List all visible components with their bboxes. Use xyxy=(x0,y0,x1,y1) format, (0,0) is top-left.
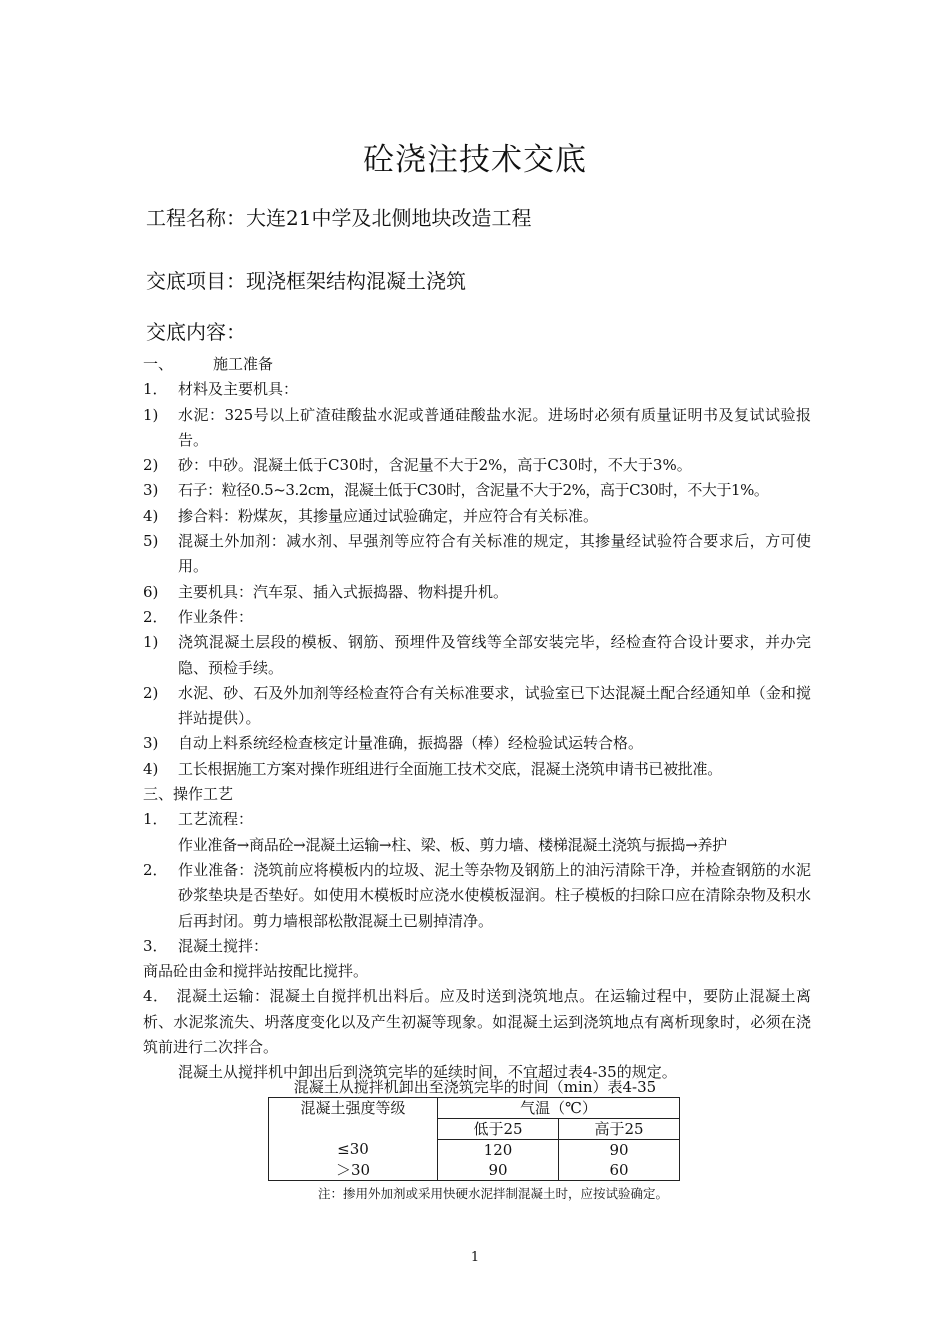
table-row xyxy=(269,1140,680,1161)
content-label: 交底内容： xyxy=(146,320,246,344)
table-cell: 90 xyxy=(438,1160,559,1181)
list-item: 5) 混凝土外加剂：减水剂、早强剂等应符合有关标准的规定，其掺量经试验符合要求后，方可使用。 xyxy=(143,532,811,576)
section-1-heading: 一、 施工准备 xyxy=(143,355,274,373)
table-cell: 90 xyxy=(559,1140,680,1161)
body-text xyxy=(143,352,811,1086)
table-cell: 60 xyxy=(559,1160,680,1181)
list-item: 2) 砂：中砂。混凝土低于C30时，含泥量不大于2%，高于C30时，不大于3%。 xyxy=(143,456,692,475)
subsection-3-1: 1． 工艺流程： xyxy=(143,810,254,829)
paragraph: 混凝土从搅拌机中卸出后到浇筑完毕的延续时间，不宜超过表4-35的规定。 xyxy=(178,1063,677,1082)
table-row xyxy=(269,1160,680,1181)
table-cell-grade: ≤30 xyxy=(269,1140,438,1161)
list-item: 2) 水泥、砂、石及外加剂等经检查符合有关标准要求，试验室已下达混凝土配合经通知单（金和搅拌站提供）。 xyxy=(143,683,811,728)
list-item: 6) 主要机具：汽车泵、插入式振捣器、物料提升机。 xyxy=(143,582,509,601)
project-item: 交底项目：现浇框架结构混凝土浇筑 xyxy=(146,269,466,293)
subsection-1-1: 1． 材料及主要机具： xyxy=(143,380,299,399)
process-flow: 作业准备→商品砼→混凝土运输→柱、梁、板、剪力墙、楼梯混凝土浇筑与振捣→养护 xyxy=(178,835,727,854)
table-cell-grade: ＞30 xyxy=(269,1160,438,1181)
table-subheader-high: 高于25 xyxy=(559,1119,680,1140)
subsection-3-2: 2． 作业准备：浇筑前应将模板内的垃圾、泥土等杂物及钢筋上的油污清除干净，并检查钢筋的水泥砂浆垫块是否垫好。如使用木模板时应浇水使模板湿润。柱子模板的扫除口应在清除杂物及积水后再封闭。剪力墙根部松散混凝土已剔掉清净。 xyxy=(143,860,811,930)
list-item: 4) 掺合料：粉煤灰，其掺量应通过试验确定，并应符合有关标准。 xyxy=(143,506,599,525)
section-3-heading: 三、操作工艺 xyxy=(143,785,234,804)
subsection-3-3: 3． 混凝土搅拌： xyxy=(143,936,269,955)
list-item: 3) 石子：粒径0.5~3.2cm，混凝土低于C30时，含泥量不大于2%，高于C30时，不大于1%。 xyxy=(143,481,769,500)
subsection-1-2: 2． 作业条件： xyxy=(143,607,254,626)
paragraph: 商品砼由金和搅拌站按配比搅拌。 xyxy=(143,962,369,981)
data-table xyxy=(268,1097,680,1181)
table-caption: 混凝土从搅拌机卸出至浇筑完毕的时间（min）表4-35 xyxy=(293,1078,657,1096)
document-title: 砼浇注技术交底 xyxy=(363,142,587,178)
list-item: 4) 工长根据施工方案对操作班组进行全面施工技术交底，混凝土浇筑申请书已被批准。 xyxy=(143,759,722,778)
table-cell xyxy=(269,1119,438,1140)
page-number: 1 xyxy=(470,1250,480,1265)
list-item: 1) 水泥：325号以上矿渣硅酸盐水泥或普通硅酸盐水泥。进场时必须有质量证明书及复试试验报告。 xyxy=(143,405,811,449)
list-item: 1) 浇筑混凝土层段的模板、钢筋、预埋件及管线等全部安装完毕，经检查符合设计要求，并办完隐、预检手续。 xyxy=(143,633,811,677)
table-header-grade: 混凝土强度等级 xyxy=(269,1098,438,1119)
table-note: 注：掺用外加剂或采用快硬水泥拌制混凝土时，应按试验确定。 xyxy=(318,1186,669,1201)
table-cell: 120 xyxy=(438,1140,559,1161)
project-name: 工程名称：大连21中学及北侧地块改造工程 xyxy=(146,206,532,230)
list-item: 3) 自动上料系统经检查核定计量准确，振捣器（棒）经检验试运转合格。 xyxy=(143,734,644,753)
table-subheader-low: 低于25 xyxy=(438,1119,559,1140)
subsection-3-4: 4． 混凝土运输：混凝土自搅拌机出料后。应及时送到浇筑地点。在运输过程中，要防止混凝土离析、水泥浆流失、坍落度变化以及产生初凝等现象。如混凝土运到浇筑地点有离析现象时，必须在浇筑前进行二次拌合。 xyxy=(143,987,811,1057)
table-header-temp: 气温（℃） xyxy=(438,1098,680,1119)
